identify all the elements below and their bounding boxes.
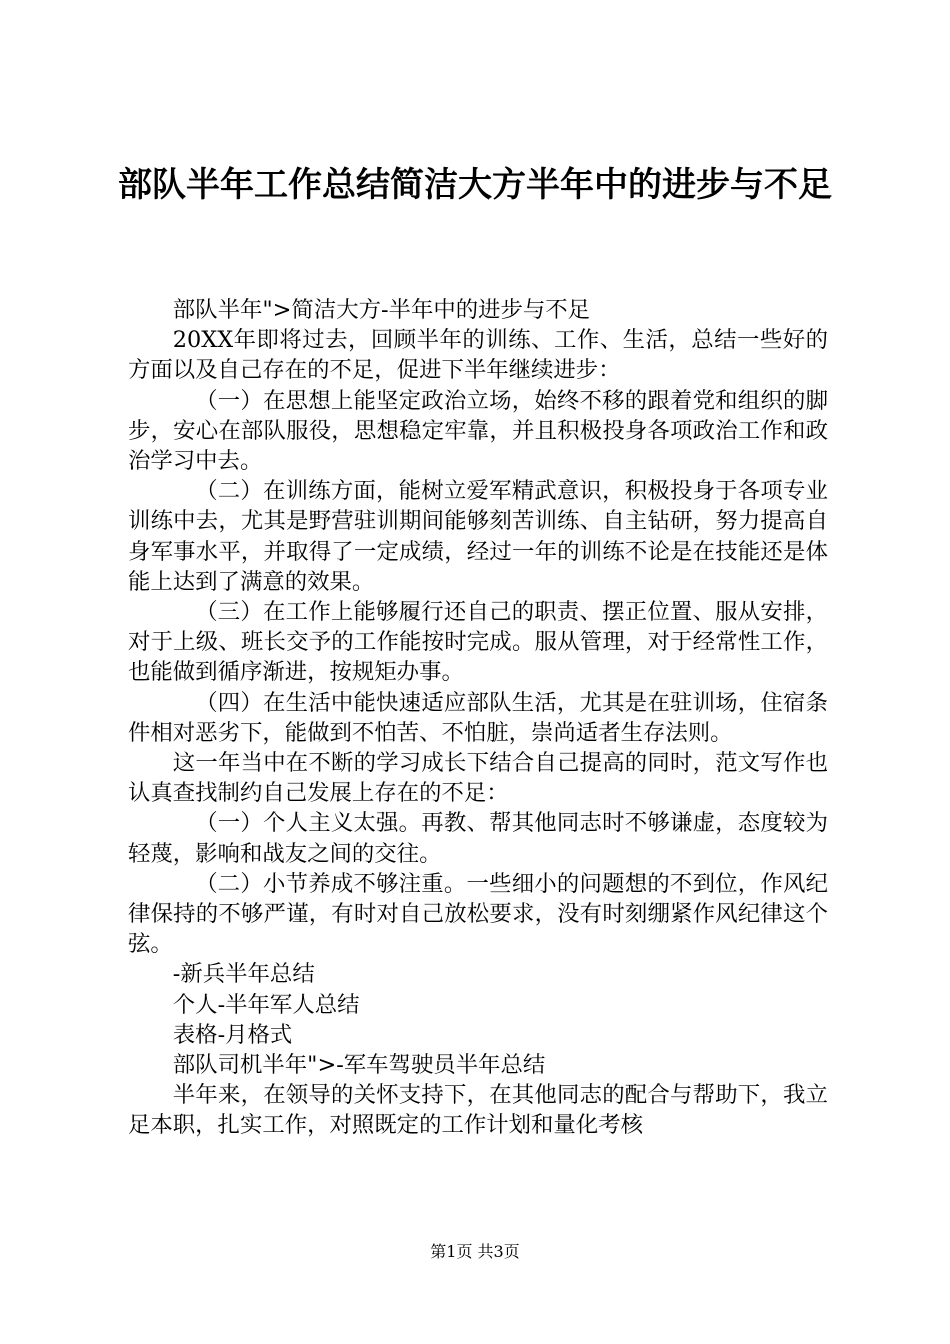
paragraph-shortcoming-1: （一）个人主义太强。再教、帮其他同志时不够谦虚，态度较为轻蔑，影响和战友之间的交往。 bbox=[128, 810, 828, 867]
paragraph-item-3: （三）在工作上能够履行还自己的职责、摆正位置、服从安排，对于上级、班长交予的工作能按时完成。服从管理，对于经常性工作，也能做到循序渐进，按规矩办事。 bbox=[128, 599, 828, 686]
document-body bbox=[128, 295, 828, 1141]
document-title: 部队半年工作总结简洁大方半年中的进步与不足 bbox=[118, 165, 832, 205]
paragraph-driver-summary: 半年来，在领导的关怀支持下，在其他同志的配合与帮助下，我立足本职，扎实工作，对照既定的工作计划和量化考核 bbox=[128, 1082, 828, 1139]
paragraph-item-2: （二）在训练方面，能树立爱军精武意识，积极投身于各项专业训练中去，尤其是野营驻训期间能够刻苦训练、自主钻研，努力提高自身军事水平，并取得了一定成绩，经过一年的训练不论是在技能还是体能上达到了满意的效果。 bbox=[128, 478, 828, 595]
paragraph-item-4: （四）在生活中能快速适应部队生活，尤其是在驻训场，住宿条件相对恶劣下，能做到不怕苦、不怕脏，崇尚适者生存法则。 bbox=[128, 689, 828, 746]
paragraph-item-1: （一）在思想上能坚定政治立场，始终不移的跟着党和组织的脚步，安心在部队服役，思想稳定牢靠，并且积极投身各项政治工作和政治学习中去。 bbox=[128, 387, 828, 475]
related-link-1: -新兵半年总结 bbox=[172, 961, 315, 988]
paragraph-shortcoming-2: （二）小节养成不够注重。一些细小的问题想的不到位，作风纪律保持的不够严谨，有时对自己放松要求，没有时刻绷紧作风纪律这个弦。 bbox=[128, 870, 828, 958]
related-link-4: 部队司机半年">-军车驾驶员半年总结 bbox=[172, 1052, 546, 1079]
related-link-2: 个人-半年军人总结 bbox=[172, 991, 360, 1018]
paragraph-subtitle: 部队半年">简洁大方-半年中的进步与不足 bbox=[172, 297, 591, 323]
paragraph-intro: 20XX年即将过去，回顾半年的训练、工作、生活，总结一些好的方面以及自己存在的不足，促进下半年继续进步： bbox=[128, 327, 828, 384]
page-number-footer: 第1页 共3页 bbox=[430, 1242, 520, 1261]
paragraph-shortcomings-intro: 这一年当中在不断的学习成长下结合自己提高的同时，范文写作也认真查找制约自己发展上存在的不足： bbox=[128, 750, 828, 807]
related-link-3: 表格-月格式 bbox=[172, 1021, 293, 1048]
